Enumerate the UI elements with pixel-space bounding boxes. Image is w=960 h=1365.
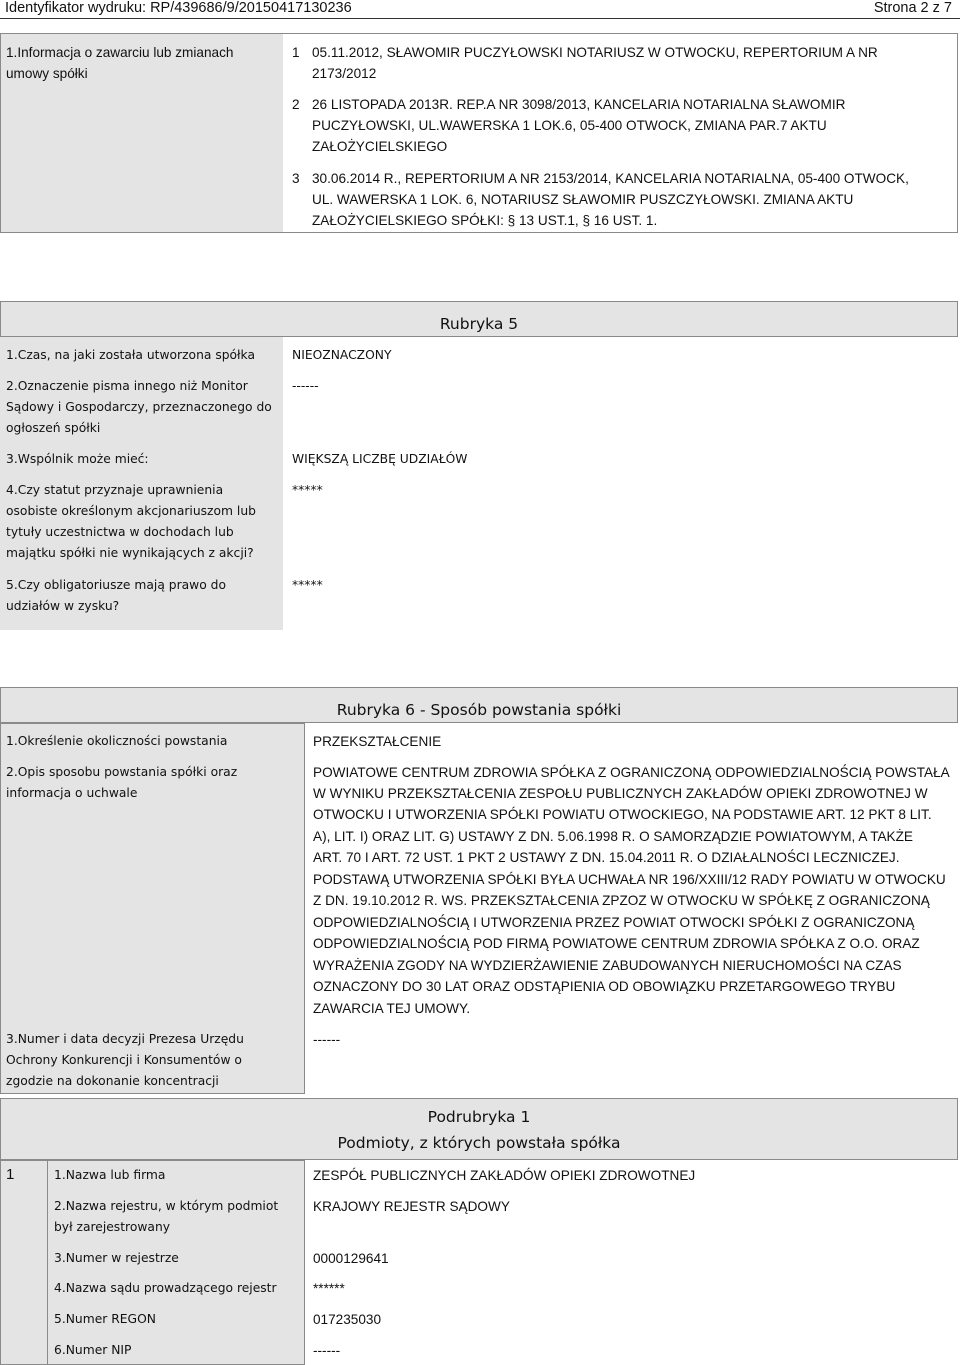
entry-number: 3 xyxy=(292,171,300,186)
rubryka5-label: osobiste określonym akcjonariuszom lub xyxy=(6,504,256,518)
description-line: POWIATOWE CENTRUM ZDROWIA SPÓŁKA Z OGRANICZONĄ ODPOWIEDZIALNOŚCIĄ POWSTAŁA xyxy=(313,765,950,780)
rubryka6-value: ------ xyxy=(313,1032,341,1047)
podrubryka1-value: 017235030 xyxy=(313,1312,382,1327)
rubryka5-label: 5.Czy obligatoriusze mają prawo do xyxy=(6,578,226,592)
podrubryka1-title: Podrubryka 1 xyxy=(427,1108,531,1126)
rubryka6-title: Rubryka 6 - Sposób powstania spółki xyxy=(336,701,622,719)
info-label-line: umowy spółki xyxy=(6,66,88,81)
rubryka5-label: 2.Oznaczenie pisma innego niż Monitor xyxy=(6,379,248,393)
description-line: OTWOCKU I UTWORZENIA SPÓŁKI POWIATU OTWOCKIEGO, NA PODSTAWIE ART. 12 PKT 8 LIT. xyxy=(313,807,932,822)
rubryka6-label: 3.Numer i data decyzji Prezesa Urzędu xyxy=(6,1032,244,1046)
rubryka5-label: 1.Czas, na jaki została utworzona spółka xyxy=(6,348,255,362)
rubryka5-label: tytuły uczestnictwa w dochodach lub xyxy=(6,525,234,539)
description-line: ART. 70 I ART. 72 UST. 1 PKT 2 USTAWY Z DN. 15.04.2011 R. O DZIAŁALNOŚCI LECZNICZEJ. xyxy=(313,850,900,865)
description-line: Z DN. 19.10.2012 R. WS. PRZEKSZTAŁCENIA ZPZOZ W OTWOCKU W SPÓŁKĘ Z OGRANICZONĄ xyxy=(313,893,930,908)
description-line: ODPOWIEDZIALNOŚCIĄ POD FIRMĄ POWIATOWE CENTRUM ZDROWIA SPÓŁKA Z O.O. ORAZ xyxy=(313,936,920,951)
entry-line: 05.11.2012, SŁAWOMIR PUCZYŁOWSKI NOTARIUSZ W OTWOCKU, REPERTORIUM A NR xyxy=(312,45,878,60)
header-divider xyxy=(0,18,960,19)
rubryka5-value: ***** xyxy=(292,483,323,497)
entry-number: 2 xyxy=(292,97,300,112)
podrubryka1-value: ZESPÓŁ PUBLICZNYCH ZAKŁADÓW OPIEKI ZDROWOTNEJ xyxy=(313,1168,696,1183)
info-label-line: 1.Informacja o zawarciu lub zmianach xyxy=(6,45,234,60)
rubryka5-label: udziałów w zysku? xyxy=(6,599,120,613)
podrubryka1-value: ****** xyxy=(313,1281,345,1296)
rubryka6-label: Ochrony Konkurencji i Konsumentów o xyxy=(6,1053,242,1067)
rubryka5-label: 4.Czy statut przyznaje uprawnienia xyxy=(6,483,224,497)
entry-line: ZAŁOŻYCIELSKIEGO xyxy=(312,139,448,154)
rubryka5-value: ***** xyxy=(292,578,323,592)
entry-line: 26 LISTOPADA 2013R. REP.A NR 3098/2013, KANCELARIA NOTARIALNA SŁAWOMIR xyxy=(312,97,846,112)
rubryka6-label: 1.Określenie okoliczności powstania xyxy=(6,734,228,748)
podrubryka1-subtitle: Podmioty, z których powstała spółka xyxy=(337,1134,621,1152)
description-line: W WYNIKU PRZEKSZTAŁCENIA ZESPOŁU PUBLICZNYCH ZAKŁADÓW OPIEKI ZDROWOTNEJ W xyxy=(313,786,928,801)
rubryka5-value: ------ xyxy=(292,379,319,393)
podrubryka1-label: 2.Nazwa rejestru, w którym podmiot xyxy=(54,1199,279,1213)
entry-line: ZAŁOŻYCIELSKIEGO SPÓŁKI: § 13 UST.1, § 16 UST. 1. xyxy=(312,213,658,228)
podrubryka1-value: KRAJOWY REJESTR SĄDOWY xyxy=(313,1199,510,1214)
rubryka5-label: majątku spółki nie wynikających z akcji? xyxy=(6,546,254,560)
podrubryka1-label: 3.Numer w rejestrze xyxy=(54,1251,179,1265)
entry-line: PUCZYŁOWSKI, UL.WAWERSKA 1 LOK.6, 05-400 OTWOCK, ZMIANA PAR.7 AKTU xyxy=(312,118,827,133)
entry-line: 30.06.2014 R., REPERTORIUM A NR 2153/2014, KANCELARIA NOTARIALNA, 05-400 OTWOCK, xyxy=(312,171,909,186)
description-line: A), LIT. I) ORAZ LIT. G) USTAWY Z DN. 5.06.1998 R. O SAMORZĄDZIE POWIATOWYM, A TAKŻE xyxy=(313,829,913,844)
rubryka6-label: zgodzie na dokonanie koncentracji xyxy=(6,1074,219,1088)
podrubryka1-label: 5.Numer REGON xyxy=(54,1312,156,1326)
rubryka5-title: Rubryka 5 xyxy=(439,315,519,333)
rubryka5-label: ogłoszeń spółki xyxy=(6,421,101,435)
description-line: ZAWARCIA TEJ UMOWY. xyxy=(313,1001,471,1016)
podrubryka1-label: 4.Nazwa sądu prowadzącego rejestr xyxy=(54,1281,277,1295)
podrubryka1-number-cell xyxy=(0,1160,48,1365)
podrubryka1-label: 1.Nazwa lub firma xyxy=(54,1168,166,1182)
rubryka6-label: 2.Opis sposobu powstania spółki oraz xyxy=(6,765,238,779)
description-line: ODPOWIEDZIALNOŚCIĄ I UTWORZENIA PRZEZ POWIAT OTWOCKI SPÓŁKI Z OGRANICZONĄ xyxy=(313,915,915,930)
rubryka5-label: Sądowy i Gospodarczy, przeznaczonego do xyxy=(6,400,272,414)
podrubryka1-entry-number: 1 xyxy=(6,1166,15,1183)
rubryka6-value: PRZEKSZTAŁCENIE xyxy=(313,734,442,749)
print-identifier: Identyfikator wydruku: RP/439686/9/20150417130236 xyxy=(5,0,352,16)
rubryka6-label: informacja o uchwale xyxy=(6,786,138,800)
podrubryka1-value: ------ xyxy=(313,1343,341,1358)
podrubryka1-label: 6.Numer NIP xyxy=(54,1343,132,1357)
rubryka5-label: 3.Wspólnik może mieć: xyxy=(6,452,149,466)
podrubryka1-value: 0000129641 xyxy=(313,1251,389,1266)
entry-line: UL. WAWERSKA 1 LOK. 6, NOTARIUSZ SŁAWOMIR PUSZCZYŁOWSKI. ZMIANA AKTU xyxy=(312,192,854,207)
description-line: OZNACZONY DO 30 LAT ORAZ ODSTĄPIENIA OD OBOWIĄZKU PRZETARGOWEGO TRYBU xyxy=(313,979,896,994)
description-line: WYRAŻENIA ZGODY NA WYDZIERŻAWIENIE ZABUDOWANYCH NIERUCHOMOŚCI NA CZAS xyxy=(313,958,902,973)
rubryka5-value: NIEOZNACZONY xyxy=(292,348,392,362)
entry-line: 2173/2012 xyxy=(312,66,377,81)
page-number: Strona 2 z 7 xyxy=(873,0,952,16)
podrubryka1-label: był zarejestrowany xyxy=(54,1220,171,1234)
description-line: PODSTAWĄ UTWORZENIA SPÓŁKI BYŁA UCHWAŁA NR 196/XXIII/12 RADY POWIATU W OTWOCKU xyxy=(313,872,946,887)
rubryka5-value: WIĘKSZĄ LICZBĘ UDZIAŁÓW xyxy=(292,452,468,466)
entry-number: 1 xyxy=(292,45,300,60)
print-header xyxy=(0,0,960,18)
